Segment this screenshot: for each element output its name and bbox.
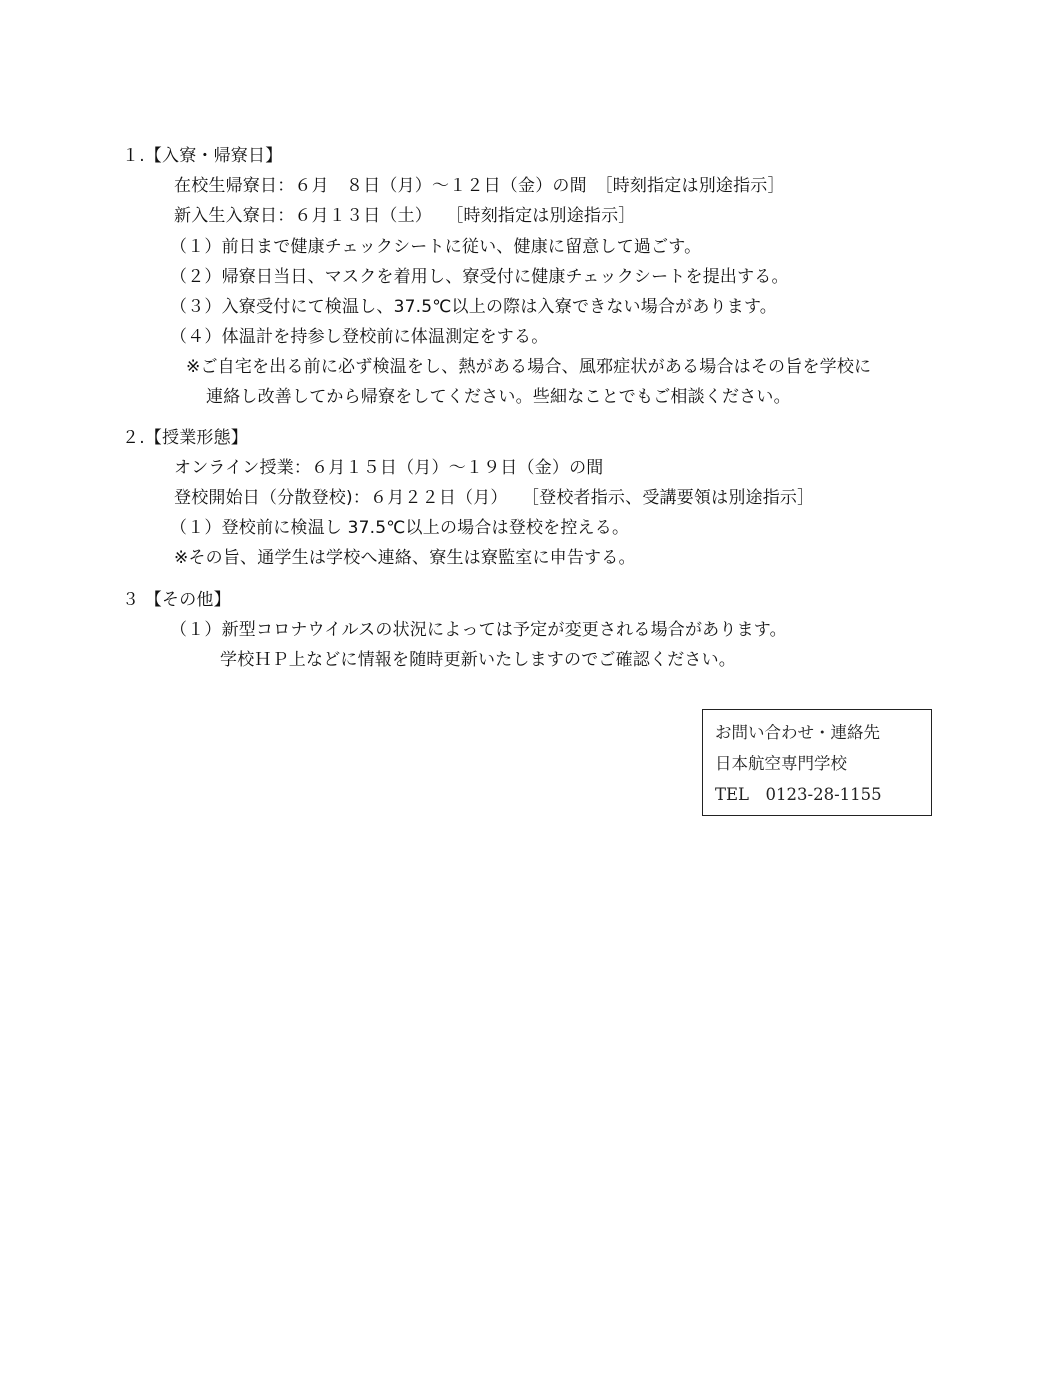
section3-item-1: （１）新型コロナウイルスの状況によっては予定が変更される場合があります。	[170, 620, 787, 640]
section1-entry-date: 新入生入寮日：６月１３日（土） ［時刻指定は別途指示］	[174, 206, 636, 226]
section2-item-1: （１）登校前に検温し 37.5℃以上の場合は登校を控える。	[170, 518, 630, 538]
section1-item-1: （１）前日まで健康チェックシートに従い、健康に留意して過ごす。	[170, 237, 702, 257]
section1-note-line1: ※ご自宅を出る前に必ず検温をし、熱がある場合、風邪症状がある場合はその旨を学校に	[186, 357, 872, 377]
contact-title: お問い合わせ・連絡先	[715, 723, 880, 742]
contact-school: 日本航空専門学校	[715, 754, 847, 773]
section2-start: 登校開始日（分散登校)：６月２２日（月） ［登校者指示、受講要領は別途指示］	[174, 488, 815, 508]
section2-heading: ２.【授業形態】	[122, 428, 249, 448]
section2-online: オンライン授業：６月１５日（月）～１９日（金）の間	[174, 458, 604, 478]
section1-item-3: （３）入寮受付にて検温し、37.5℃以上の際は入寮できない場合があります。	[170, 297, 777, 317]
contact-tel: TEL 0123-28-1155	[715, 785, 882, 804]
section1-return-date: 在校生帰寮日：６月 ８日（月）～１２日（金）の間 ［時刻指定は別途指示］	[174, 176, 785, 196]
section3-item-1-cont: 学校ＨＰ上などに情報を随時更新いたしますのでご確認ください。	[220, 650, 736, 670]
section1-heading: １.【入寮・帰寮日】	[122, 146, 283, 166]
section3-heading: ３ 【その他】	[122, 590, 231, 610]
section1-item-4: （４）体温計を持参し登校前に体温測定をする。	[170, 327, 549, 347]
section2-note: ※その旨、通学生は学校へ連絡、寮生は寮監室に申告する。	[174, 548, 636, 568]
section1-note-line2: 連絡し改善してから帰寮をしてください。些細なことでもご相談ください。	[206, 387, 791, 407]
section1-item-2: （２）帰寮日当日、マスクを着用し、寮受付に健康チェックシートを提出する。	[170, 267, 789, 287]
contact-box	[702, 709, 932, 816]
